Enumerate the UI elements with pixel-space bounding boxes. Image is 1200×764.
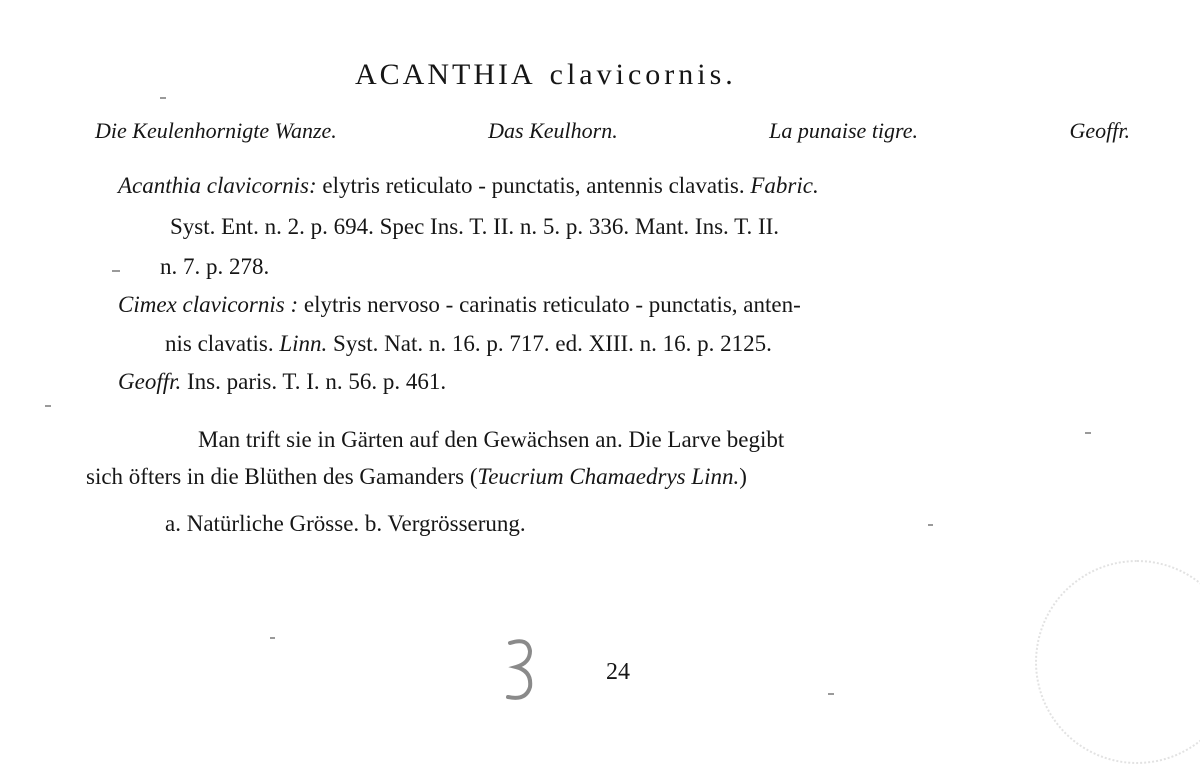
synonym-linnaeus-author: Linn. xyxy=(279,331,328,356)
common-name-french: La punaise tigre. xyxy=(769,118,919,143)
synonym-linnaeus-name: Cimex clavicornis : xyxy=(118,292,299,317)
synonym-geoffroy-author: Geoffr. xyxy=(118,369,182,394)
common-names-row xyxy=(95,120,1130,142)
synonym-fabricius-description: elytris reticulato - punctatis, antennis clavatis. xyxy=(316,173,751,198)
synonym-linnaeus-line-2 xyxy=(165,332,772,355)
genus-name: ACANTHIA xyxy=(355,58,536,91)
page-title xyxy=(355,60,737,90)
synonym-linnaeus-line-1 xyxy=(118,293,801,316)
habitat-plant-name: Teucrium Chamaedrys Linn. xyxy=(477,464,740,489)
paper-speck xyxy=(270,637,275,639)
synonym-linnaeus-description: elytris nervoso - carinatis reticulato - punctatis, anten- xyxy=(298,292,801,317)
synonym-geoffroy-line xyxy=(118,370,446,393)
paper-speck xyxy=(828,693,834,695)
paper-speck xyxy=(928,524,933,526)
common-name-german-2: Das Keulhorn. xyxy=(488,118,618,143)
common-name-german-1: Die Keulenhornigte Wanze. xyxy=(95,118,337,143)
habitat-line-2 xyxy=(86,465,747,488)
figure-legend: a. Natürliche Grösse. b. Vergrösserung. xyxy=(165,511,526,536)
species-name: clavicornis. xyxy=(549,58,737,91)
faint-stamp-icon xyxy=(1035,560,1200,764)
synonym-geoffroy-refs: Ins. paris. T. I. n. 56. p. 461. xyxy=(181,369,447,394)
handwritten-mark-icon xyxy=(500,635,540,705)
paper-speck xyxy=(1085,432,1091,434)
synonym-fabricius-line-1 xyxy=(118,174,819,197)
synonym-fabricius-refs-1: Syst. Ent. n. 2. p. 694. Spec Ins. T. II. n. 5. p. 336. Mant. Ins. T. II. xyxy=(170,214,780,239)
synonym-fabricius-refs-2: n. 7. p. 278. xyxy=(160,254,270,279)
page-number: 24 xyxy=(606,659,630,685)
synonym-linnaeus-refs: Syst. Nat. n. 16. p. 717. ed. XIII. n. 16. p. 2125. xyxy=(327,331,772,356)
synonym-linnaeus-line-2-start: nis clavatis. xyxy=(165,331,280,356)
paper-speck xyxy=(112,270,120,272)
common-name-author: Geoffr. xyxy=(1069,118,1130,143)
synonym-fabricius-name: Acanthia clavicornis: xyxy=(118,173,317,198)
synonym-fabricius-author: Fabric. xyxy=(750,173,819,198)
habitat-line-2-start: sich öfters in die Blüthen des Gamanders ( xyxy=(86,464,478,489)
paper-speck xyxy=(45,405,51,407)
habitat-line-2-end: ) xyxy=(739,464,747,489)
habitat-line-1: Man trift sie in Gärten auf den Gewächsen an. Die Larve begibt xyxy=(198,427,785,452)
paper-speck xyxy=(160,97,166,99)
